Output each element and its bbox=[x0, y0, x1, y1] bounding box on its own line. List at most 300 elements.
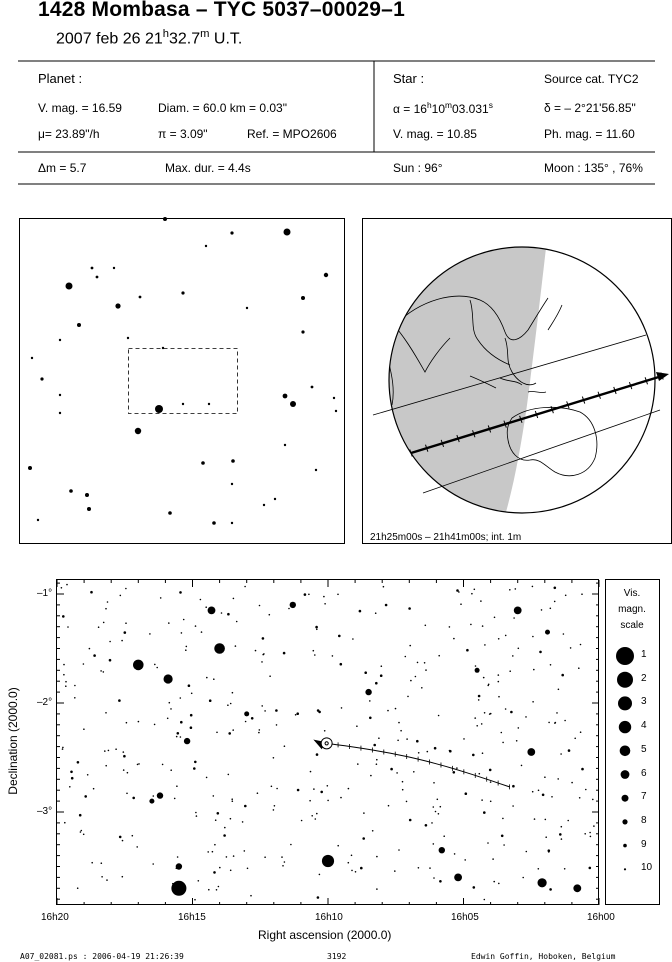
field-star bbox=[338, 635, 341, 638]
field-star bbox=[440, 806, 442, 808]
field-star bbox=[402, 781, 404, 783]
field-star bbox=[230, 818, 232, 820]
field-star bbox=[490, 781, 492, 783]
sun-elongation: Sun : 96° bbox=[393, 161, 443, 175]
field-star bbox=[108, 750, 110, 752]
field-star bbox=[538, 790, 540, 792]
field-star bbox=[194, 761, 197, 764]
field-star bbox=[556, 712, 558, 714]
field-star bbox=[297, 789, 300, 792]
field-star bbox=[471, 593, 473, 595]
field-star bbox=[304, 593, 307, 596]
field-star bbox=[255, 650, 257, 652]
field-star bbox=[578, 667, 580, 669]
field-star bbox=[201, 631, 203, 633]
y-tick-label: –2° bbox=[37, 697, 53, 708]
field-star bbox=[100, 670, 102, 672]
field-star bbox=[181, 632, 183, 634]
bright-star bbox=[164, 674, 173, 683]
field-star bbox=[66, 584, 68, 586]
field-star bbox=[174, 798, 176, 800]
field-star bbox=[74, 685, 76, 687]
x-tick-label: 16h05 bbox=[451, 912, 479, 923]
field-star bbox=[316, 629, 318, 631]
field-star bbox=[232, 800, 234, 802]
field-star bbox=[481, 723, 483, 725]
field-star bbox=[398, 722, 400, 724]
field-star bbox=[479, 773, 481, 775]
field-star bbox=[564, 720, 566, 722]
field-star bbox=[388, 805, 390, 807]
field-star bbox=[443, 835, 445, 837]
footer-page: 3192 bbox=[327, 952, 347, 961]
field-star bbox=[227, 613, 230, 616]
field-star bbox=[502, 818, 504, 820]
field-star bbox=[258, 732, 260, 734]
field-star bbox=[425, 669, 427, 671]
field-star bbox=[89, 648, 91, 650]
field-star bbox=[219, 867, 221, 869]
field-star bbox=[390, 768, 393, 771]
field-star bbox=[456, 767, 458, 769]
field-star bbox=[394, 870, 396, 872]
field-star bbox=[264, 856, 266, 858]
bright-star bbox=[214, 643, 225, 654]
field-star bbox=[438, 715, 440, 717]
field-star bbox=[261, 705, 263, 707]
field-star bbox=[242, 821, 244, 823]
field-star bbox=[80, 831, 82, 833]
field-star bbox=[502, 742, 504, 744]
bright-star bbox=[514, 607, 522, 615]
field-star bbox=[74, 697, 76, 699]
field-star bbox=[494, 617, 496, 619]
field-star bbox=[454, 853, 456, 855]
field-star bbox=[276, 724, 278, 726]
field-star bbox=[221, 612, 223, 614]
field-star bbox=[180, 697, 182, 699]
field-star bbox=[453, 771, 456, 774]
field-star bbox=[87, 774, 89, 776]
star-source-catalog: Source cat. TYC2 bbox=[544, 72, 639, 86]
scale-magnitude-dot bbox=[616, 647, 634, 665]
field-star bbox=[568, 749, 571, 752]
field-star bbox=[541, 609, 543, 611]
scale-magnitude-label: 10 bbox=[641, 862, 653, 874]
field-star bbox=[484, 899, 486, 901]
field-star bbox=[545, 836, 547, 838]
bright-star bbox=[475, 668, 480, 673]
field-star bbox=[309, 800, 311, 802]
field-star bbox=[208, 889, 210, 891]
star-phmag: Ph. mag. = 11.60 bbox=[544, 127, 635, 141]
field-star bbox=[313, 650, 315, 652]
field-star bbox=[177, 856, 179, 858]
field-star bbox=[194, 899, 196, 901]
field-star bbox=[407, 696, 409, 698]
field-star bbox=[125, 588, 127, 590]
max-duration: Max. dur. = 4.4s bbox=[165, 161, 251, 175]
field-star bbox=[245, 721, 247, 723]
field-star bbox=[376, 763, 378, 765]
field-star bbox=[532, 791, 534, 793]
bright-star bbox=[573, 884, 581, 892]
field-star bbox=[396, 772, 398, 774]
field-star bbox=[105, 765, 107, 767]
field-star bbox=[101, 876, 103, 878]
field-star bbox=[136, 846, 138, 848]
scale-magnitude-label: 2 bbox=[641, 672, 647, 684]
field-star bbox=[250, 895, 252, 897]
field-star bbox=[482, 625, 484, 627]
field-star bbox=[498, 681, 500, 683]
field-star bbox=[64, 822, 66, 824]
bright-star bbox=[290, 602, 296, 608]
field-star bbox=[378, 737, 380, 739]
field-star bbox=[314, 654, 316, 656]
field-star bbox=[376, 759, 378, 761]
field-star bbox=[501, 732, 503, 734]
scale-magnitude-dot bbox=[618, 696, 632, 710]
field-star bbox=[91, 862, 93, 864]
field-star bbox=[231, 798, 233, 800]
bright-star bbox=[184, 738, 190, 744]
bright-star bbox=[439, 847, 445, 853]
field-star bbox=[518, 648, 520, 650]
star-heading: Star : bbox=[393, 71, 425, 86]
field-star bbox=[380, 674, 383, 677]
field-star bbox=[456, 589, 459, 592]
field-star bbox=[565, 595, 567, 597]
field-star bbox=[516, 740, 518, 742]
field-star bbox=[478, 699, 480, 701]
field-star bbox=[405, 656, 407, 658]
field-star bbox=[316, 813, 318, 815]
field-star bbox=[296, 712, 299, 715]
field-star bbox=[581, 593, 583, 595]
field-star bbox=[542, 794, 545, 797]
field-star bbox=[574, 738, 576, 740]
field-star bbox=[288, 608, 290, 610]
field-star bbox=[538, 868, 540, 870]
field-star bbox=[555, 722, 557, 724]
star-right-ascension: $\alpha = 16^h10^m03.031^s$ bbox=[393, 100, 493, 116]
field-star bbox=[224, 827, 226, 829]
field-star bbox=[585, 789, 587, 791]
field-star bbox=[375, 682, 378, 685]
field-star bbox=[236, 621, 238, 623]
field-star bbox=[438, 655, 440, 657]
field-star bbox=[483, 811, 486, 814]
field-star bbox=[490, 801, 492, 803]
field-star bbox=[188, 684, 191, 687]
field-star bbox=[170, 708, 172, 710]
field-star bbox=[176, 736, 178, 738]
field-star bbox=[79, 814, 82, 817]
field-star bbox=[316, 753, 319, 756]
field-star bbox=[400, 730, 402, 732]
field-star bbox=[214, 844, 216, 846]
field-star bbox=[213, 871, 216, 874]
field-star bbox=[359, 610, 362, 613]
scale-magnitude-label: 8 bbox=[641, 814, 647, 826]
field-star bbox=[521, 765, 523, 767]
field-star bbox=[370, 775, 372, 777]
field-star bbox=[153, 795, 155, 797]
field-star bbox=[363, 812, 365, 814]
field-star bbox=[498, 696, 500, 698]
scale-magnitude-dot bbox=[622, 795, 629, 802]
field-star bbox=[489, 713, 491, 715]
field-star bbox=[324, 730, 326, 732]
field-star bbox=[481, 799, 483, 801]
field-star bbox=[317, 896, 320, 899]
field-star bbox=[581, 768, 584, 771]
x-tick-label: 16h00 bbox=[587, 912, 615, 923]
field-star bbox=[262, 637, 265, 640]
field-star bbox=[498, 883, 500, 885]
field-star bbox=[283, 652, 286, 655]
field-star bbox=[106, 879, 108, 881]
field-star bbox=[348, 862, 350, 864]
scale-magnitude-label: 6 bbox=[641, 767, 647, 779]
field-star bbox=[228, 732, 231, 735]
field-star bbox=[115, 748, 117, 750]
field-star bbox=[563, 633, 565, 635]
field-star bbox=[327, 800, 329, 802]
field-star bbox=[315, 818, 317, 820]
field-star bbox=[191, 693, 193, 695]
planet-reference: Ref. = MPO2606 bbox=[247, 127, 337, 141]
field-star bbox=[498, 638, 500, 640]
field-star bbox=[590, 836, 592, 838]
field-star bbox=[340, 663, 343, 666]
field-star bbox=[473, 886, 476, 889]
field-star bbox=[93, 654, 96, 657]
field-star bbox=[561, 838, 563, 840]
field-star bbox=[65, 681, 67, 683]
field-star bbox=[273, 809, 275, 811]
field-star bbox=[215, 819, 217, 821]
field-star bbox=[244, 586, 246, 588]
field-star bbox=[492, 858, 494, 860]
field-star bbox=[460, 603, 462, 605]
field-star bbox=[177, 732, 180, 735]
field-star bbox=[109, 641, 111, 643]
field-star bbox=[217, 812, 220, 815]
field-star bbox=[216, 889, 218, 891]
field-star bbox=[205, 606, 207, 608]
field-star bbox=[397, 740, 399, 742]
scale-magnitude-dot bbox=[620, 746, 631, 757]
field-star bbox=[438, 813, 440, 815]
field-star bbox=[376, 856, 378, 858]
field-star bbox=[409, 645, 411, 647]
scale-magnitude-label: 3 bbox=[641, 696, 647, 708]
field-star bbox=[154, 664, 156, 666]
field-star bbox=[216, 732, 218, 734]
field-star bbox=[206, 777, 208, 779]
field-star bbox=[449, 750, 452, 753]
field-star bbox=[410, 680, 412, 682]
field-star bbox=[176, 785, 178, 787]
field-star bbox=[235, 645, 237, 647]
field-star bbox=[433, 877, 435, 879]
field-star bbox=[274, 805, 276, 807]
field-star bbox=[301, 820, 303, 822]
x-tick-label: 16h20 bbox=[41, 912, 69, 923]
field-star bbox=[337, 594, 339, 596]
magnitude-scale-title: Vis. magn. scale bbox=[618, 588, 646, 631]
field-star bbox=[589, 867, 592, 870]
field-star bbox=[313, 788, 315, 790]
field-star bbox=[433, 806, 435, 808]
field-star bbox=[470, 624, 472, 626]
field-star bbox=[559, 833, 562, 836]
field-star bbox=[518, 727, 520, 729]
bright-star bbox=[244, 711, 249, 716]
planet-vmag: V. mag. = 16.59 bbox=[38, 101, 122, 115]
field-star bbox=[137, 764, 139, 766]
field-star bbox=[427, 751, 429, 753]
field-star bbox=[475, 665, 477, 667]
field-star bbox=[275, 709, 278, 712]
field-star bbox=[466, 649, 469, 652]
field-star bbox=[185, 649, 187, 651]
field-star bbox=[259, 605, 261, 607]
field-star bbox=[105, 608, 107, 610]
field-star bbox=[169, 702, 171, 704]
scale-magnitude-dot bbox=[623, 844, 627, 848]
field-star bbox=[101, 862, 103, 864]
field-star bbox=[373, 744, 376, 747]
scale-magnitude-label: 9 bbox=[641, 838, 647, 850]
field-star bbox=[122, 840, 124, 842]
field-star bbox=[310, 771, 312, 773]
field-star bbox=[409, 819, 412, 822]
field-star bbox=[437, 799, 439, 801]
field-star bbox=[561, 674, 564, 677]
field-star bbox=[484, 644, 486, 646]
target-star-marker bbox=[321, 738, 332, 749]
field-star bbox=[132, 835, 134, 837]
field-star bbox=[160, 597, 162, 599]
planet-diameter: Diam. = 60.0 km = 0.03" bbox=[158, 101, 287, 115]
field-star bbox=[483, 677, 485, 679]
field-star bbox=[369, 700, 371, 702]
field-star bbox=[198, 880, 200, 882]
field-star bbox=[257, 792, 259, 794]
field-star bbox=[105, 712, 107, 714]
field-star bbox=[195, 812, 197, 814]
field-star bbox=[512, 805, 514, 807]
field-star bbox=[558, 689, 560, 691]
field-star bbox=[200, 599, 202, 601]
field-star bbox=[186, 646, 188, 648]
field-star bbox=[554, 587, 557, 590]
y-tick-label: –1° bbox=[37, 588, 53, 599]
field-star bbox=[425, 824, 428, 827]
field-star bbox=[357, 763, 359, 765]
field-star bbox=[154, 724, 156, 726]
field-star bbox=[93, 788, 95, 790]
field-star bbox=[554, 601, 556, 603]
field-star bbox=[232, 692, 234, 694]
field-star bbox=[439, 880, 442, 883]
field-star bbox=[534, 818, 536, 820]
field-star bbox=[433, 782, 435, 784]
field-star bbox=[550, 608, 552, 610]
field-star bbox=[62, 748, 64, 750]
field-star bbox=[69, 786, 71, 788]
field-star bbox=[308, 594, 310, 596]
field-star bbox=[212, 851, 214, 853]
field-star bbox=[592, 799, 594, 801]
field-star bbox=[261, 661, 263, 663]
y-tick-label: –3° bbox=[37, 806, 53, 817]
scale-magnitude-label: 1 bbox=[641, 649, 647, 660]
field-star bbox=[571, 782, 573, 784]
field-star bbox=[372, 830, 374, 832]
field-star bbox=[417, 662, 419, 664]
field-star bbox=[544, 776, 546, 778]
scale-magnitude-dot bbox=[621, 770, 630, 779]
field-star bbox=[355, 871, 357, 873]
field-star bbox=[170, 769, 172, 771]
field-star bbox=[180, 736, 182, 738]
field-star bbox=[387, 710, 389, 712]
field-star bbox=[408, 607, 411, 610]
bright-star bbox=[365, 689, 371, 695]
field-star bbox=[273, 757, 275, 759]
field-star bbox=[223, 834, 226, 837]
field-star bbox=[539, 651, 542, 654]
field-star bbox=[505, 635, 507, 637]
field-star bbox=[282, 865, 284, 867]
field-star bbox=[557, 778, 559, 780]
field-star bbox=[120, 595, 122, 597]
field-star bbox=[418, 752, 420, 754]
field-star bbox=[62, 747, 64, 749]
field-star bbox=[509, 670, 511, 672]
field-star bbox=[453, 638, 455, 640]
star-vmag: V. mag. = 10.85 bbox=[393, 127, 477, 141]
field-star bbox=[510, 711, 513, 714]
field-star bbox=[472, 754, 475, 757]
field-star bbox=[206, 677, 208, 679]
planet-heading: Planet : bbox=[38, 71, 83, 86]
field-star bbox=[424, 662, 426, 664]
field-star bbox=[180, 721, 183, 724]
field-star bbox=[244, 850, 246, 852]
field-star bbox=[593, 825, 595, 827]
field-star bbox=[179, 591, 182, 594]
field-star bbox=[548, 722, 550, 724]
field-star bbox=[580, 644, 582, 646]
field-star bbox=[83, 728, 85, 730]
scale-magnitude-dot bbox=[617, 672, 633, 688]
field-star bbox=[227, 704, 229, 706]
field-star bbox=[564, 868, 566, 870]
field-star bbox=[77, 887, 79, 889]
planet-motion: μ= 23.89"/h bbox=[38, 127, 100, 141]
field-star bbox=[584, 833, 586, 835]
field-star bbox=[276, 788, 278, 790]
field-star bbox=[337, 845, 339, 847]
field-star bbox=[98, 626, 100, 628]
field-star bbox=[138, 763, 140, 765]
field-star bbox=[152, 863, 154, 865]
